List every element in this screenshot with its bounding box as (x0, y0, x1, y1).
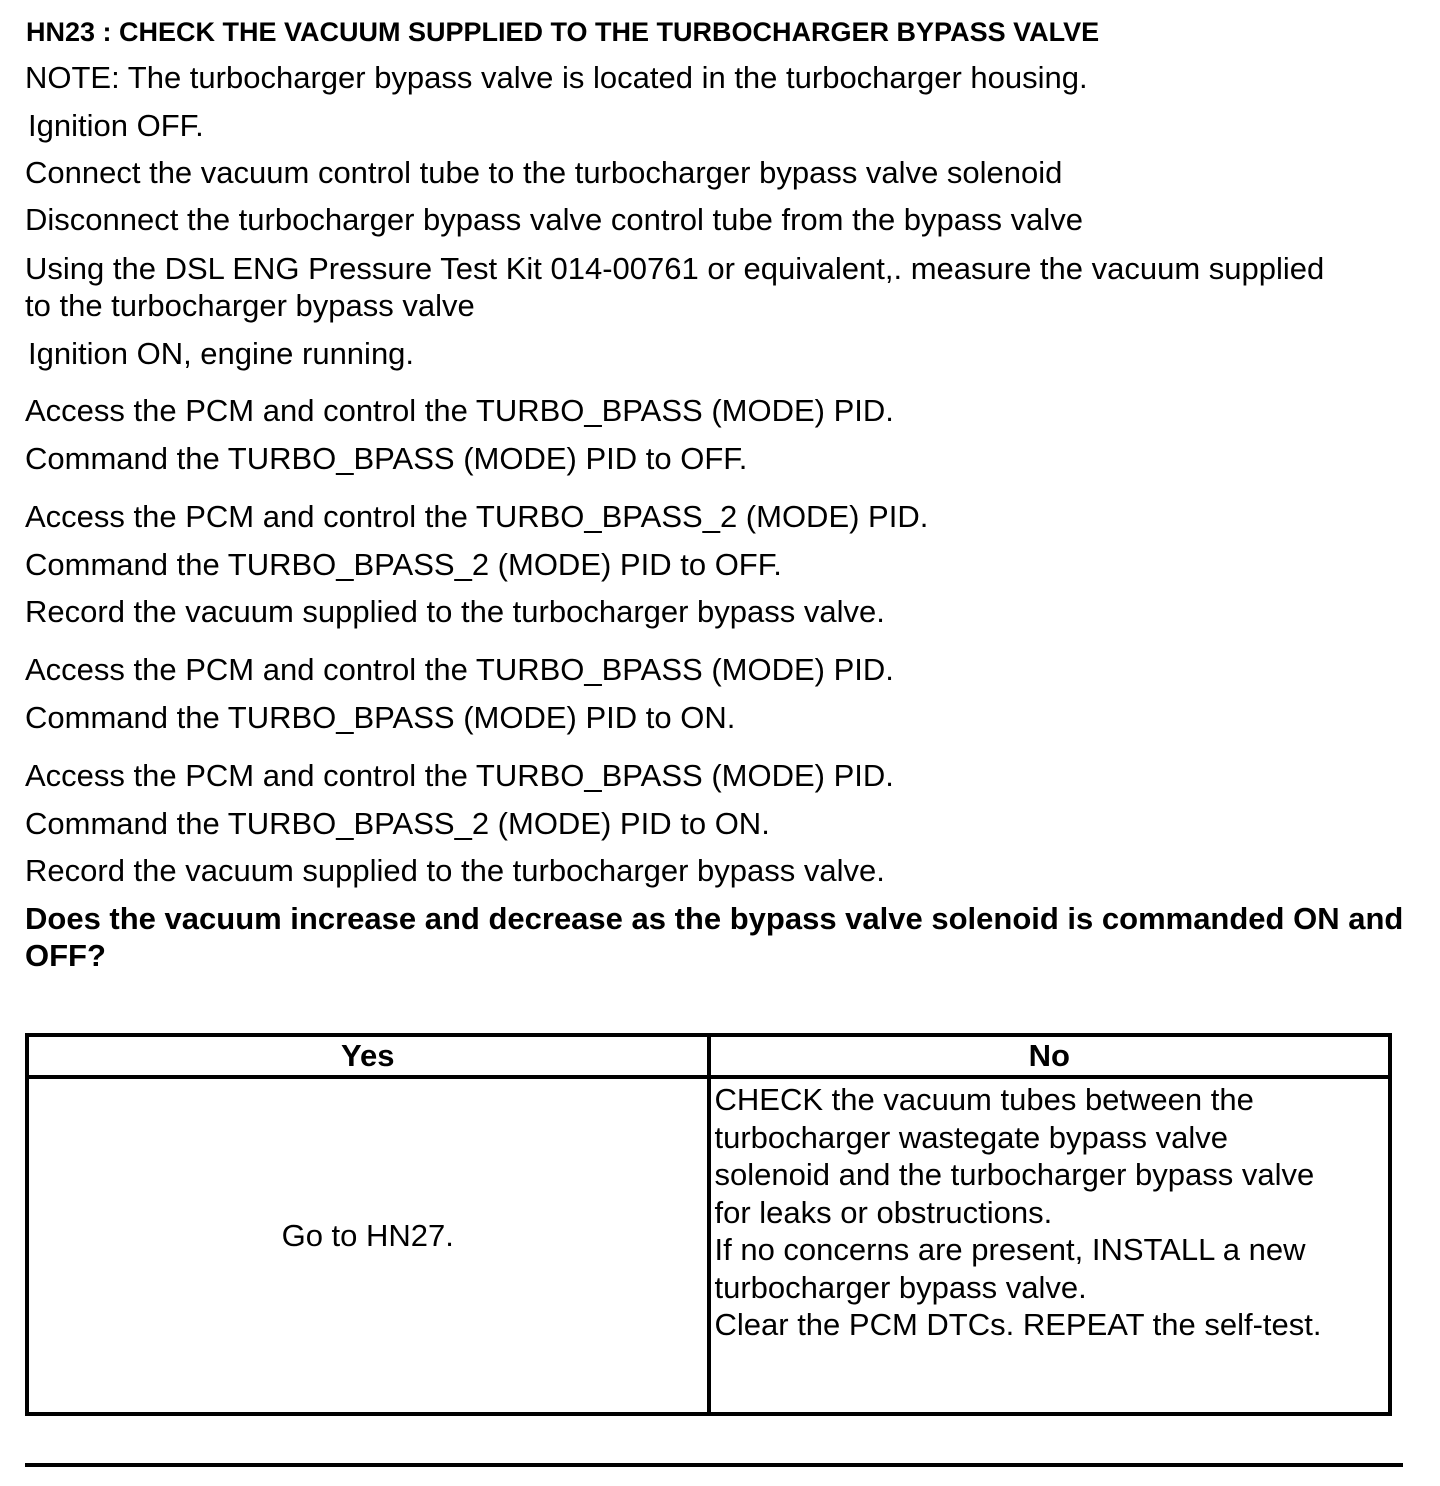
no-action-line: solenoid and the turbocharger bypass valve (714, 1157, 1315, 1192)
bottom-divider (25, 1463, 1403, 1467)
step-command-on-1: Command the TURBO_BPASS (MODE) PID to ON. (25, 700, 736, 735)
test-question: Does the vacuum increase and decrease as the bypass valve solenoid is commanded ON and OFF? (25, 901, 1404, 973)
step-record-vacuum-2: Record the vacuum supplied to the turbocharger bypass valve. (25, 853, 885, 888)
no-action (709, 1077, 1391, 1414)
no-action-line: If no concerns are present, INSTALL a new (714, 1232, 1306, 1267)
result-table (25, 1033, 1392, 1416)
step-access-pcm-2: Access the PCM and control the TURBO_BPASS_2 (MODE) PID. (25, 499, 929, 534)
step-note: NOTE: The turbocharger bypass valve is located in the turbocharger housing. (25, 60, 1088, 95)
step-record-vacuum-1: Record the vacuum supplied to the turbocharger bypass valve. (25, 594, 885, 629)
yes-action: Go to HN27. (27, 1077, 709, 1414)
step-access-pcm-4: Access the PCM and control the TURBO_BPASS (MODE) PID. (25, 758, 894, 793)
page-title: HN23 : CHECK THE VACUUM SUPPLIED TO THE TURBOCHARGER BYPASS VALVE (26, 17, 1100, 47)
step-disconnect-tube: Disconnect the turbocharger bypass valve control tube from the bypass valve (25, 202, 1083, 237)
no-action-line: CHECK the vacuum tubes between the (714, 1082, 1254, 1117)
no-action-line: turbocharger bypass valve. (714, 1269, 1087, 1305)
step-connect-tube: Connect the vacuum control tube to the turbocharger bypass valve solenoid (25, 155, 1063, 190)
no-action-line: Clear the PCM DTCs. REPEAT the self-test. (714, 1307, 1322, 1342)
yes-header: Yes (27, 1035, 709, 1077)
step-measure-vacuum: Using the DSL ENG Pressure Test Kit 014-00761 or equivalent,. measure the vacuum supplied to the turbocharger bypass valve (25, 251, 1325, 323)
step-access-pcm-1: Access the PCM and control the TURBO_BPASS (MODE) PID. (25, 393, 894, 428)
step-ignition-off: Ignition OFF. (28, 108, 204, 143)
no-action-line: for leaks or obstructions. (714, 1194, 1053, 1230)
table-header-row (27, 1035, 1390, 1077)
step-command-off-2: Command the TURBO_BPASS_2 (MODE) PID to OFF. (25, 547, 782, 582)
no-header: No (709, 1035, 1391, 1077)
step-ignition-on: Ignition ON, engine running. (28, 336, 415, 371)
step-command-off-1: Command the TURBO_BPASS (MODE) PID to OFF. (25, 441, 748, 476)
no-action-line: turbocharger wastegate bypass valve (714, 1119, 1229, 1155)
table-row (27, 1077, 1390, 1414)
step-command-on-2: Command the TURBO_BPASS_2 (MODE) PID to ON. (25, 806, 770, 841)
step-access-pcm-3: Access the PCM and control the TURBO_BPASS (MODE) PID. (25, 652, 894, 687)
